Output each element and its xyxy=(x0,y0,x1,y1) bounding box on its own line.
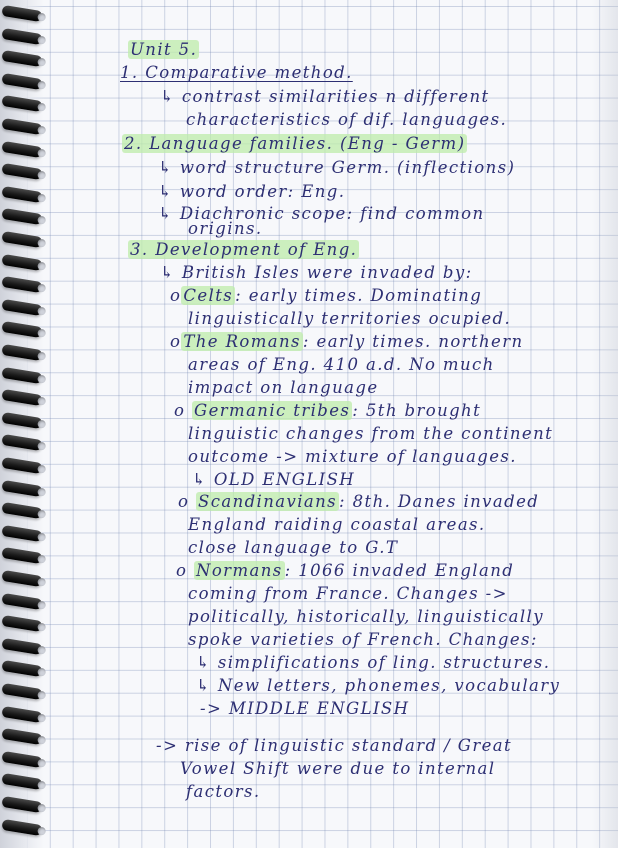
bullet-normans-line: politically, historically, linguistically xyxy=(188,607,544,626)
conclusion-line: -> rise of linguistic standard / Great xyxy=(156,736,513,755)
bullet-circle-icon: o xyxy=(170,332,182,351)
bullet-normans: o Normans : 1066 invaded England xyxy=(176,561,515,580)
section-3-intro: ↳ British Isles were invaded by: xyxy=(160,263,473,282)
section-2-heading: 2. Language families. (Eng - Germ) xyxy=(124,134,466,153)
conclusion-line: factors. xyxy=(186,782,261,801)
bullet-romans-line: areas of Eng. 410 a.d. No much xyxy=(188,355,495,374)
bullet-celts: o Celts : early times. Dominating xyxy=(170,286,483,305)
section-1-heading: 1. Comparative method. xyxy=(120,63,353,82)
section-2-line: origins. xyxy=(188,219,263,238)
section-2-line: ↳ Diachronic scope: find common xyxy=(158,204,485,223)
bullet-scandinavians-line: close language to G.T xyxy=(188,538,399,557)
bullet-germanic: o Germanic tribes : 5th brought xyxy=(174,401,482,420)
bullet-scandinavians: o Scandinavians : 8th. Danes invaded xyxy=(178,492,540,511)
bullet-romans: o The Romans : early times. northern xyxy=(170,332,524,351)
middle-english-label: -> MIDDLE ENGLISH xyxy=(200,699,410,718)
bullet-circle-icon: o xyxy=(170,286,182,305)
bullet-romans-line: impact on language xyxy=(188,378,379,397)
bullet-germanic-line: linguistic changes from the continent xyxy=(188,424,554,443)
bullet-circle-icon: o xyxy=(178,492,196,511)
section-3-heading: 3. Development of Eng. xyxy=(130,240,358,259)
bullet-normans-line: coming from France. Changes -> xyxy=(188,584,508,603)
bullet-normans-line: ↳ New letters, phonemes, vocabulary xyxy=(196,676,561,695)
section-1-line: ↳ contrast similarities n different xyxy=(160,87,490,106)
section-1-line: characteristics of dif. languages. xyxy=(186,110,508,129)
bullet-circle-icon: o xyxy=(174,401,192,420)
unit-title: Unit 5. xyxy=(130,40,198,59)
old-english-label: ↳ OLD ENGLISH xyxy=(192,470,356,489)
conclusion-line: Vowel Shift were due to internal xyxy=(180,759,496,778)
bullet-normans-line: ↳ simplifications of ling. structures. xyxy=(196,653,551,672)
bullet-circle-icon: o xyxy=(176,561,194,580)
bullet-normans-line: spoke varieties of French. Changes: xyxy=(188,630,538,649)
section-2-line: ↳ word structure Germ. (inflections) xyxy=(158,158,516,177)
bullet-celts-line: linguistically territories ocupied. xyxy=(188,309,512,328)
bullet-germanic-line: outcome -> mixture of languages. xyxy=(188,447,517,466)
section-2-line: ↳ word order: Eng. xyxy=(158,182,346,201)
bullet-scandinavians-line: England raiding coastal areas. xyxy=(188,515,486,534)
